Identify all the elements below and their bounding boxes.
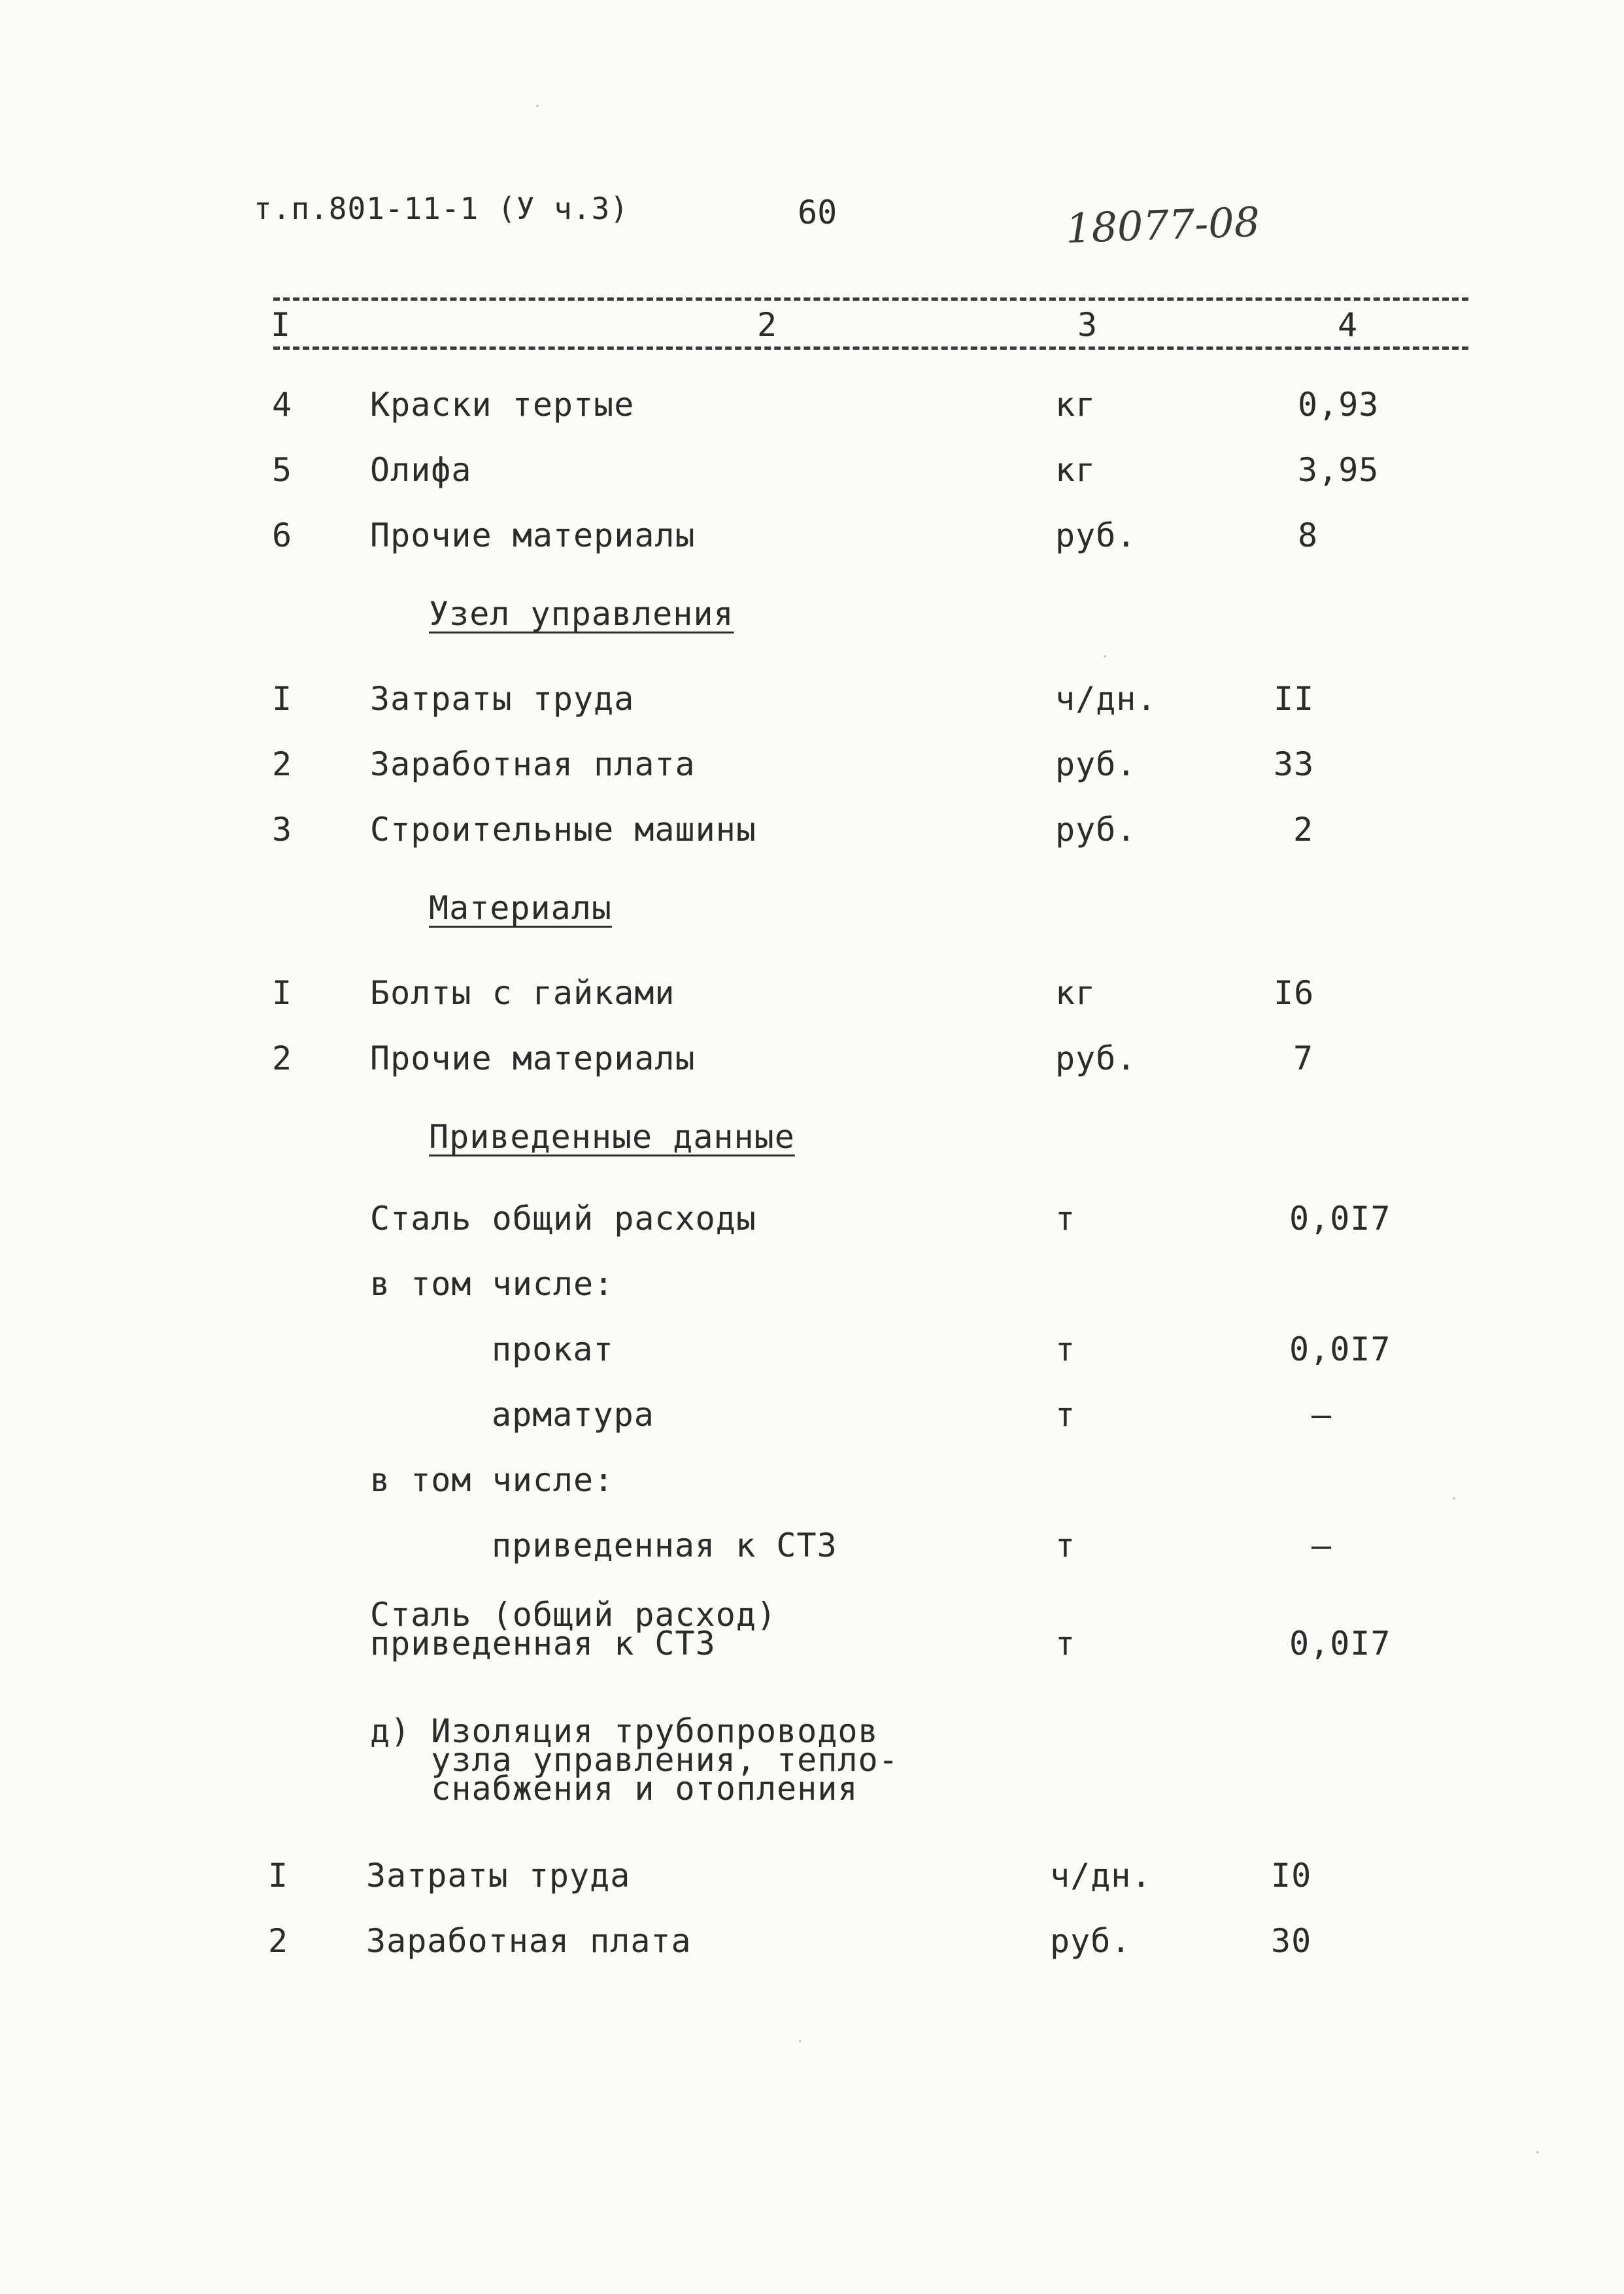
- row-number: 2: [268, 1922, 289, 1960]
- row-unit: руб.: [1055, 1039, 1137, 1077]
- row-name-line: узла управления, тепло-: [370, 1741, 899, 1779]
- row-number: 6: [272, 516, 293, 554]
- row-number: 3: [272, 811, 293, 849]
- scan-speck: [536, 105, 539, 107]
- scan-speck: [1104, 655, 1106, 658]
- row-value: 0,93: [1298, 386, 1379, 424]
- section-heading: Узел управления: [429, 595, 734, 633]
- row-name: Затраты труда: [366, 1857, 631, 1895]
- row-value: –: [1311, 1396, 1332, 1434]
- row-name: Заработная плата: [370, 745, 696, 783]
- section-heading: Материалы: [429, 889, 612, 927]
- scan-speck: [1453, 1497, 1455, 1500]
- row-number: I: [272, 974, 293, 1012]
- row-value: 33: [1274, 745, 1315, 783]
- column-number-1: I: [271, 306, 291, 344]
- row-value: 8: [1298, 516, 1319, 554]
- row-unit: руб.: [1050, 1922, 1132, 1960]
- row-name: приведенная к СТ3: [492, 1527, 837, 1564]
- scan-speck: [799, 2040, 802, 2042]
- row-unit: т: [1055, 1625, 1076, 1662]
- column-number-3: 3: [1077, 306, 1098, 344]
- row-unit: кг: [1055, 386, 1096, 424]
- row-value: 2: [1293, 811, 1314, 849]
- row-unit: т: [1055, 1330, 1076, 1368]
- row-number: 2: [272, 745, 293, 783]
- row-name: в том числе:: [370, 1461, 615, 1499]
- header-rule-bottom: [273, 346, 1468, 350]
- row-name: Затраты труда: [370, 680, 635, 718]
- row-name-line: Сталь (общий расход): [370, 1596, 777, 1634]
- row-value: 0,0I7: [1289, 1330, 1391, 1368]
- row-unit: т: [1055, 1396, 1076, 1434]
- row-unit: кг: [1055, 974, 1096, 1012]
- row-name: Сталь общий расходы: [370, 1200, 756, 1238]
- column-number-2: 2: [757, 306, 777, 344]
- row-name: арматура: [492, 1396, 654, 1434]
- row-name: Прочие материалы: [370, 516, 696, 554]
- row-number: I: [272, 680, 293, 718]
- row-name-line: снабжения и отопления: [370, 1770, 858, 1808]
- row-value: 0,0I7: [1289, 1200, 1391, 1238]
- row-unit: ч/дн.: [1050, 1857, 1152, 1895]
- row-name: Строительные машины: [370, 811, 756, 849]
- row-value: 30: [1271, 1922, 1312, 1960]
- row-value: –: [1311, 1527, 1332, 1564]
- row-unit: руб.: [1055, 811, 1137, 849]
- row-number: I: [268, 1857, 289, 1895]
- row-number: 4: [272, 386, 293, 424]
- row-number: 2: [272, 1039, 293, 1077]
- scan-speck: [1536, 2151, 1539, 2153]
- row-unit: кг: [1055, 451, 1096, 489]
- row-value: II: [1274, 680, 1315, 718]
- row-value: I0: [1271, 1857, 1312, 1895]
- row-name: Заработная плата: [366, 1922, 692, 1960]
- row-unit: ч/дн.: [1055, 680, 1157, 718]
- row-value: I6: [1274, 974, 1315, 1012]
- document-code: т.п.801-11-1 (У ч.3): [254, 191, 629, 226]
- row-value: 0,0I7: [1289, 1625, 1391, 1662]
- row-name: Прочие материалы: [370, 1039, 696, 1077]
- row-unit: руб.: [1055, 516, 1137, 554]
- row-number: 5: [272, 451, 293, 489]
- column-number-4: 4: [1338, 306, 1358, 344]
- handwritten-number: 18077-08: [1064, 197, 1261, 253]
- page-number: 60: [798, 194, 837, 231]
- row-unit: т: [1055, 1200, 1076, 1238]
- header-rule-top: [273, 297, 1468, 301]
- row-name: Краски тертые: [370, 386, 635, 424]
- row-value: 7: [1293, 1039, 1314, 1077]
- row-name-line: д) Изоляция трубопроводов: [370, 1712, 879, 1750]
- row-name: Олифа: [370, 451, 472, 489]
- row-name: Болты с гайками: [370, 974, 675, 1012]
- row-name: прокат: [492, 1330, 614, 1368]
- row-name-line: приведенная к СТ3: [370, 1625, 716, 1662]
- row-unit: руб.: [1055, 745, 1137, 783]
- section-heading: Приведенные данные: [429, 1118, 795, 1156]
- row-unit: т: [1055, 1527, 1076, 1564]
- row-name: в том числе:: [370, 1265, 615, 1303]
- row-value: 3,95: [1298, 451, 1379, 489]
